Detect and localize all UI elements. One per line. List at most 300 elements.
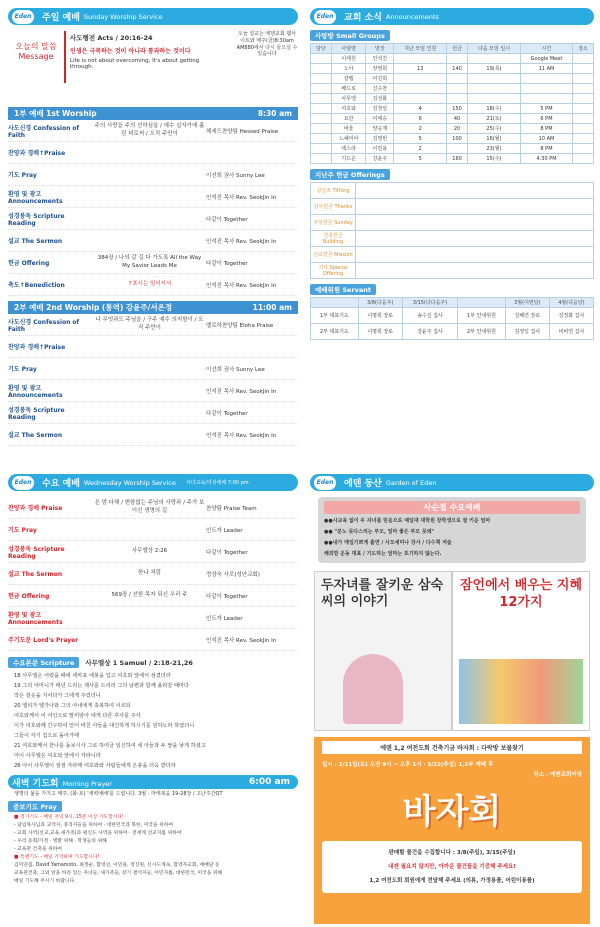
sv-cell: 1부 대표기도 (311, 308, 359, 324)
pray-line: - 우리 동회/가정 · 병환 위해 · 학생들의 위해 (14, 839, 107, 844)
order-row (8, 380, 298, 402)
sermon-verse-kr: 인생은 극복하는 것이 아니라 통과하는 것이다 (70, 48, 191, 55)
order-leader: 다같이 Together (206, 593, 248, 600)
order-item: 기도 Pray (8, 527, 37, 534)
order-item: 찬양과 경배 Praise (8, 505, 63, 512)
order-item: 성경봉독 Scripture Reading (8, 406, 65, 421)
sg-col-header: 헌금 (447, 44, 468, 54)
order-leader: 다같이 Together (206, 260, 248, 267)
verse-line: 이가 여호와께 간구하여 얻어 바친 아들을 대신하게 하시기를 원하노라 하였더니 (14, 723, 195, 729)
sg-cell: 에스라 (331, 144, 366, 154)
table-row (311, 215, 594, 231)
table-row (311, 247, 594, 263)
order-item: 환영 및 광고 Announcements (8, 611, 63, 626)
sg-cell (468, 84, 521, 94)
order-detail: ↑표시는 일어서서 (127, 280, 172, 287)
table-row (311, 308, 594, 324)
order-item: 기도 Pray (8, 366, 37, 373)
pray-line: 매일 기도해 주시기 바랍니다. (14, 879, 76, 884)
sg-col-header: 지난 모임 인원 (394, 44, 447, 54)
offering-amount (356, 263, 594, 279)
sg-cell: 6 (394, 114, 447, 124)
sg-cell (311, 84, 332, 94)
verse-line: 26 아이 사무엘이 점점 자라매 여호와와 사람들에게 은총을 더욱 받더라 (14, 763, 176, 769)
sg-cell: 8 PM (520, 144, 572, 154)
offerings-tag: 지난주 헌금 Offerings (310, 169, 390, 180)
offering-label: 감사헌금 Thanks (311, 199, 356, 215)
order-item: 설교 The Sermon (8, 238, 63, 245)
table-row (311, 124, 594, 134)
sv-cell: 2부 대표기도 (311, 324, 359, 340)
dawn-header (8, 775, 298, 789)
sg-cell: 8 PM (520, 124, 572, 134)
order-leader: 이선희 권사 Sunny Lee (206, 366, 265, 373)
pray-line: ■ 정기기도 - 매일 저녁 9시, 15분 이상 기도합시다! (14, 815, 124, 820)
order-item: 사도신경 Confession of Faith (8, 318, 80, 333)
eden-logo: Eden (12, 476, 34, 490)
sg-cell: 15(수) (468, 154, 521, 164)
order-row (8, 402, 298, 424)
verse-line: 아이 사무엘은 여호와 앞에서 자라니라 (14, 753, 101, 759)
order-row (8, 585, 298, 607)
order-row (8, 230, 298, 252)
sg-cell (520, 84, 572, 94)
sunday-header (8, 8, 298, 25)
sv-cell: 송수진 집사 (402, 308, 457, 324)
sg-cell (520, 74, 572, 84)
today-word-label-en: Message (18, 52, 54, 61)
sg-cell (311, 64, 332, 74)
order-item: 설교 The Sermon (8, 432, 63, 439)
scripture-verses (8, 671, 298, 771)
sg-cell: 김성화 (366, 94, 394, 104)
garden-header (310, 474, 594, 491)
wed-header (8, 474, 298, 491)
sg-cell: 100 (447, 134, 468, 144)
verse-line: 여호와께서 이 여인으로 말미암아 네게 다른 후사를 주사 (14, 713, 141, 719)
sg-cell: 19(목) (468, 64, 521, 74)
order-row (8, 541, 298, 563)
eden-logo: Eden (314, 10, 336, 24)
table-row (311, 104, 594, 114)
order-row (8, 164, 298, 186)
sg-cell (394, 74, 447, 84)
pray-list (8, 814, 298, 886)
sg-cell (394, 54, 447, 64)
order-leader: 다같이 Together (206, 549, 248, 556)
sg-cell: 인석진 (366, 54, 394, 64)
offering-amount (356, 231, 594, 247)
verse-line: 그들이 자기 집으로 돌아가매 (14, 733, 80, 739)
order-item: 찬양과 경배↑Praise (8, 150, 66, 157)
sg-cell: 20 (447, 124, 468, 134)
dawn-note: 생명의 삶을 가지고 매주, (화-토) '새벽예배'를 드립니다. 3월 : 마태복음 19-28장 / 고난주간QT (14, 791, 223, 797)
order-leader: 찬양팀 Praise Team (206, 505, 257, 512)
offering-label: 십일조 Tithing (311, 183, 356, 199)
first-worship-label: 1부 예배 1st Worship (14, 109, 97, 118)
offering-amount (356, 215, 594, 231)
order-detail: 주의 사랑을 주의 선하심을 / 예수 십자가에 흘린 피로써 / 오직 주만이 (94, 123, 205, 137)
sv-col-header: 4월(다음달) (549, 298, 593, 308)
sg-cell: 노아 (331, 64, 366, 74)
sg-cell: 김영빈 (366, 134, 394, 144)
wed-subtitle: 자녀교육/여성예배 7:00 pm (185, 480, 249, 486)
sg-cell (447, 144, 468, 154)
sg-cell: 강윤주 (366, 154, 394, 164)
garden-title: 에덴 동산 (344, 479, 382, 489)
sg-cell: 양승재 (366, 124, 394, 134)
sg-cell: 요한 (331, 114, 366, 124)
lent-lines (324, 516, 580, 560)
small-groups-tag: 사랑방 Small Groups (310, 30, 390, 41)
sv-cell: 강윤주 집사 (402, 324, 457, 340)
lent-box (318, 497, 586, 563)
sg-cell (394, 84, 447, 94)
sg-cell (573, 114, 594, 124)
bazaar-dates: 일시 : 3/21일(토) 오전 9시 ~ 오후 1시 · 3/22(주일) 1,2부 예배 후 (322, 762, 494, 768)
order-row (8, 629, 298, 651)
news-title-en: Announcements (385, 12, 439, 21)
eden-logo: Eden (314, 476, 336, 490)
order-leader: 인도자 Leader (206, 615, 243, 622)
sg-cell: 160 (447, 154, 468, 164)
order-row (8, 252, 298, 274)
offerings-table (310, 182, 594, 279)
order-leader: 정삼숙 사모(성안교회) (206, 571, 260, 578)
sg-cell: 사무엘 (331, 94, 366, 104)
order-item: 헌금 Offering (8, 593, 50, 600)
bazaar-lines (322, 841, 582, 893)
sg-cell (573, 124, 594, 134)
bazaar-poster (314, 737, 590, 924)
sg-cell (311, 144, 332, 154)
pray-line: - 담임목사님과 교역자, 중직자들을 위하여 · 대한민국과 북한, 미국을 위하여 (14, 823, 174, 828)
sg-cell (573, 94, 594, 104)
scripture-ref: 사무엘상 1 Samuel / 2:18-21,26 (85, 659, 193, 667)
sg-cell (468, 94, 521, 104)
author-photo (343, 654, 403, 724)
order-leader: 인석진 목사 Rev. SeokJin In (206, 282, 277, 289)
order-row (8, 358, 298, 380)
first-worship-bar (8, 107, 298, 120)
order-item: 찬양과 경배↑Praise (8, 344, 66, 351)
order-item: 성경봉독 Scripture Reading (8, 212, 65, 227)
garden-pane (310, 474, 594, 924)
order-leader: 이선희 권사 Sunny Lee (206, 172, 265, 179)
sv-col-header: 3/15(다다음주) (402, 298, 457, 308)
sg-cell: 김정일 (366, 104, 394, 114)
sg-cell: 23(월) (468, 144, 521, 154)
sg-col-header: 다음 모임 일시 (468, 44, 521, 54)
pray-line: - 교회 사역(선교,교육,새가족)과 평신도 사역을 위하여 · 전세계 선교지를 위하여 (14, 831, 182, 836)
order-row (8, 497, 298, 519)
wed-pane (8, 474, 298, 924)
sg-cell (311, 94, 332, 104)
sg-col-header: 시간 (520, 44, 572, 54)
order-item: 환영 및 광고 Announcements (8, 190, 63, 205)
verse-line: 20 엘리가 엘가나와 그의 아내에게 축복하여 이르되 (14, 703, 131, 709)
order-row (8, 446, 298, 448)
sg-cell (573, 84, 594, 94)
garden-title-en: Garden of Eden (385, 478, 437, 487)
order-item: 사도신경 Confession of Faith (8, 124, 80, 139)
first-worship-order (8, 120, 298, 296)
sg-cell: 150 (447, 104, 468, 114)
pray-tag: 중보기도 Pray (8, 801, 62, 812)
offering-label: 기타 Special Offering (311, 263, 356, 279)
today-word-label: 오늘의 말씀 (15, 42, 57, 51)
wed-title: 수요 예배 (42, 479, 80, 489)
children-illustration (459, 659, 583, 724)
sv-col-header: 3/8(다음주) (358, 298, 402, 308)
wed-worship-order (8, 497, 298, 651)
offering-label: 선교헌금 Mission (311, 247, 356, 263)
sg-cell (311, 114, 332, 124)
bazaar-place: 장소 : 에덴교회마당 (533, 772, 582, 778)
sg-cell: 이태승 (366, 114, 394, 124)
sg-cell (447, 94, 468, 104)
order-item: 환영 및 광고 Announcements (8, 384, 63, 399)
book-cover-2 (452, 571, 590, 731)
offering-amount (356, 199, 594, 215)
sunday-title: 주일 예배 (42, 13, 80, 23)
order-row (8, 274, 298, 296)
sg-cell (311, 154, 332, 164)
order-detail: 온 맘 다해 / 변함없는 주님의 사랑과 / 주가 보이신 생명의 길 (94, 500, 205, 514)
sg-cell (311, 54, 332, 64)
offering-amount (356, 247, 594, 263)
sg-cell: 10 AM (520, 134, 572, 144)
table-row (311, 183, 594, 199)
offering-label: 건축헌금 Building (311, 231, 356, 247)
sg-cell (311, 124, 332, 134)
order-leader: 헤세드찬양팀 Hessed Praise (206, 128, 279, 135)
order-detail: 384장 / 나의 갈 길 다 가도록 All the Way My Savior Leads Me (97, 255, 202, 269)
book1-title: 두자녀를 잘키운 삼숙씨의 이야기 (321, 578, 444, 610)
sg-cell (447, 54, 468, 64)
book-images (314, 571, 590, 731)
sg-cell: 4 (394, 104, 447, 114)
order-row (8, 563, 298, 585)
table-row (311, 84, 594, 94)
eden-logo: Eden (12, 10, 34, 24)
sv-corner (458, 298, 506, 308)
order-row (8, 208, 298, 230)
order-leader: 인석진 목사 Rev. SeokJin In (206, 388, 277, 395)
sv-cell: 이명희 장로 (358, 308, 402, 324)
dawn-title: 새벽 기도회 (12, 778, 59, 789)
sg-cell (573, 64, 594, 74)
servant-table (310, 297, 594, 340)
lent-line: ●●내가 매일기쁘게 출연 / 사모세미나 강사 / 다수책 저술 (324, 540, 452, 546)
sg-cell: 이진희 (366, 74, 394, 84)
sg-cell: 25(수) (468, 124, 521, 134)
order-leader: 인도자 Leader (206, 527, 243, 534)
sg-cell (447, 74, 468, 84)
order-leader: 엘로하찬양팀 Eloha Praise (206, 322, 274, 329)
order-detail: 나 무엇과도 주님을 / 구주 예수 의지함이 / 오직 주만이 (95, 317, 204, 331)
sg-cell: 신수찬 (366, 84, 394, 94)
scripture-tag: 수요본문 Scripture (8, 657, 79, 668)
sg-cell (468, 74, 521, 84)
offering-label: 주일헌금 Sunday (311, 215, 356, 231)
table-row (311, 154, 594, 164)
news-pane (310, 8, 594, 448)
table-row (311, 94, 594, 104)
sv-col-header: 3월(이번달) (505, 298, 549, 308)
sv-cell: 김정일 집사 (505, 324, 549, 340)
book-cover-1 (314, 571, 452, 731)
order-leader: 인석진 목사 Rev. SeokJin In (206, 432, 277, 439)
pray-line: - 교육관 건축을 위하여 (14, 847, 63, 852)
sg-cell (520, 94, 572, 104)
table-row (311, 263, 594, 279)
order-leader: 인석진 목사 Rev. SeokJin In (206, 637, 277, 644)
sg-cell (573, 144, 594, 154)
table-row (311, 114, 594, 124)
sermon-ref: 사도행전 Acts / 20:16-24 (70, 34, 153, 42)
sg-cell: 2 (394, 124, 447, 134)
table-row (311, 64, 594, 74)
bazaar-line: 판매할 물건을 수집합니다 : 3/8(주일), 3/15(주일) (388, 850, 516, 856)
sg-cell: 13 (394, 64, 447, 74)
sg-col-header: 장소 (573, 44, 594, 54)
order-row (8, 424, 298, 446)
sg-cell (394, 94, 447, 104)
bazaar-head: 에덴 1,2 여전도회 건축기금 바자회 : 다락방 보물찾기 (322, 741, 582, 754)
sg-cell: 6 PM (520, 114, 572, 124)
order-leader: 다같이 Together (206, 410, 248, 417)
sg-cell: 갈렙 (331, 74, 366, 84)
order-item: 주기도문 Lord's Prayer (8, 637, 79, 644)
order-row (8, 519, 298, 541)
sg-cell (573, 54, 594, 64)
dawn-title-en: Morning Prayer (62, 779, 112, 788)
order-row (8, 186, 298, 208)
pray-line: 교육관건축, 그외 앞을 바라 있는 자녀들, 새가족들, 장기 결석자들, 이민자를, 대한민국, 미국을 위해 (14, 871, 223, 876)
sg-cell: 11 AM (520, 64, 572, 74)
order-detail: 569장 / 선한 목자 되신 우리 주 (111, 591, 188, 598)
order-item: 기도 Pray (8, 172, 37, 179)
sg-cell (447, 84, 468, 94)
sg-cell (573, 104, 594, 114)
second-worship-order (8, 314, 298, 448)
small-groups-table (310, 43, 594, 164)
verse-line: 작은 겉옷을 지어다가 그에게 주었더니 (14, 693, 101, 699)
lent-line: ●● "분노 못다스리는 부모, 얼마 좋은 부모 못돼" (324, 529, 435, 535)
sg-col-header: 담당 (311, 44, 332, 54)
sunday-pane (8, 8, 298, 448)
sv-cell: 1부 안내위원 (458, 308, 506, 324)
table-row (311, 231, 594, 247)
sg-cell: 베드로 (331, 84, 366, 94)
sg-cell (573, 74, 594, 84)
sermon-verse-en: Life is not about overcoming, It's about getting through. (70, 58, 200, 70)
table-row (311, 74, 594, 84)
order-row (8, 607, 298, 629)
sv-cell: 비비연 집사 (549, 324, 593, 340)
sermon-note: 오늘 설교는 에덴교회 웹사이트와 매주(금)8:30am AM880에서 다시 들으실 수 있습니다 (236, 31, 298, 58)
sg-cell (311, 134, 332, 144)
order-item: 설교 The Sermon (8, 571, 63, 578)
sg-cell: 장영희 (366, 64, 394, 74)
sg-cell: 5 (394, 134, 447, 144)
sg-cell: 5 PM (520, 104, 572, 114)
sg-cell: Google Meet (520, 54, 572, 64)
sg-cell: 21(토) (468, 114, 521, 124)
order-row (8, 120, 298, 142)
sv-cell: 김혜연 장로 (505, 308, 549, 324)
first-worship-time: 8:30 am (257, 109, 292, 118)
lent-line: 해외맘 운동 대표 / 기도하는 엄마는 포기하지 않는다. (324, 551, 442, 557)
order-row (8, 314, 298, 336)
sg-cell: 16(월) (468, 134, 521, 144)
news-title: 교회 소식 (344, 13, 382, 23)
order-leader: 다같이 Together (206, 216, 248, 223)
sg-cell: 바울 (331, 124, 366, 134)
sg-cell: 이민용 (366, 144, 394, 154)
second-worship-bar (8, 301, 298, 314)
lent-title: 사순절 수요예배 (324, 501, 580, 514)
table-row (311, 134, 594, 144)
sg-cell: 40 (447, 114, 468, 124)
sg-cell (468, 54, 521, 64)
second-worship-time: 11:00 am (252, 303, 292, 312)
sg-col-header: 사랑방 (331, 44, 366, 54)
table-row (311, 199, 594, 215)
order-detail: 사무엘상 2:26 (131, 547, 168, 554)
sg-cell (573, 154, 594, 164)
message-box (8, 31, 298, 83)
sv-cell: 김정화 집사 (549, 308, 593, 324)
sg-cell (311, 74, 332, 84)
sg-cell (311, 104, 332, 114)
sg-cell (573, 134, 594, 144)
sv-corner (311, 298, 359, 308)
order-row (8, 336, 298, 358)
order-detail: 한나 처럼 (137, 569, 161, 576)
bazaar-title: 바자회 (402, 792, 502, 832)
order-leader: 인석진 목사 Rev. SeokJin In (206, 238, 277, 245)
order-leader: 인석진 목사 Rev. SeokJin In (206, 194, 277, 201)
table-row (311, 54, 594, 64)
sunday-title-en: Sunday Worship Service (83, 12, 163, 21)
dawn-time: 6:00 am (249, 777, 290, 787)
sg-cell: 4:30 PM (520, 154, 572, 164)
servant-tag: 예배위원 Servant (310, 284, 376, 295)
verse-line: 18 사무엘은 어렸을 때에 세마포 에봇을 입고 여호와 앞에서 섬겼더라 (14, 673, 171, 679)
table-row (311, 324, 594, 340)
lent-line: ●●사교육 없이 두 자녀를 믿음으로 예일대 대학원 장학생으로 잘 키운 엄마 (324, 518, 491, 524)
sg-cell: 이태원 (331, 54, 366, 64)
sg-cell: 여호와 (331, 104, 366, 114)
wed-title-en: Wednesday Worship Service (83, 478, 176, 487)
pray-line: ■ 특별기도 - 매일 기억하며 기도합시다! (14, 855, 100, 860)
offering-amount (356, 183, 594, 199)
order-item: 헌금 Offering (8, 260, 50, 267)
sg-col-header: 방장 (366, 44, 394, 54)
sg-cell: 기드온 (331, 154, 366, 164)
bazaar-line: 1,2 여전도회 회원에게 전달해 주세요 (의류, 가정용품, 어린이용품) (369, 878, 535, 884)
pray-line: 김미연집, David Yamamoto, 최정순, 함영선, 이민용, 정진원, 신사도계속, 함영자교회, 예배당 등 (14, 863, 220, 868)
table-row (311, 144, 594, 154)
sg-cell: 140 (447, 64, 468, 74)
bazaar-line: 내겐 필요치 않지만, 아까운 물건들을 기증해 주세요! (388, 864, 516, 870)
sv-cell: 이명희 장로 (358, 324, 402, 340)
sg-cell: 18(수) (468, 104, 521, 114)
sg-cell: 5 (394, 154, 447, 164)
sv-cell: 2부 안내위원 (458, 324, 506, 340)
